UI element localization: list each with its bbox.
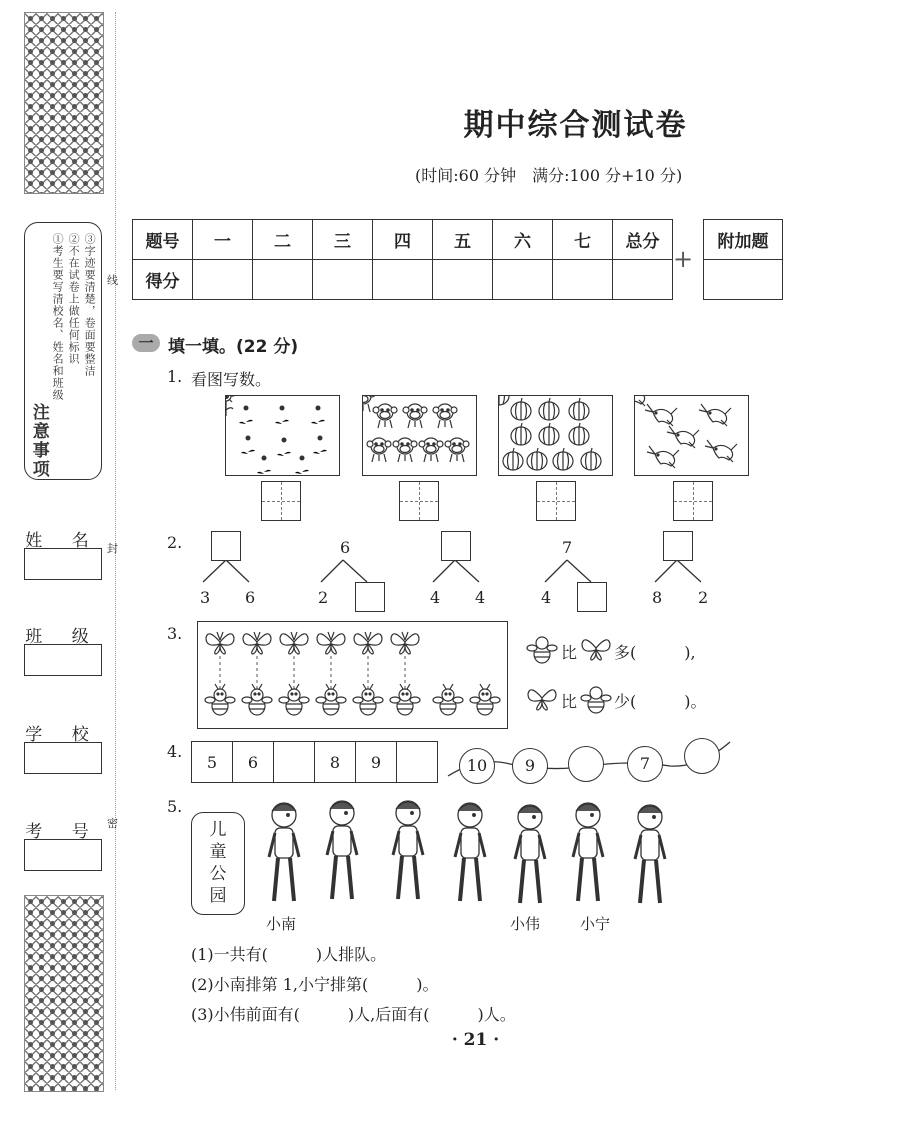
score-header-cell: 五 [433,220,493,260]
pumpkin-icon [499,396,612,475]
monkey-picture [362,395,477,476]
score-cell[interactable] [313,260,373,300]
split-left-4: 4 [541,588,552,607]
score-cell[interactable] [193,260,253,300]
monkey-icon [363,396,476,475]
q3-number: 3. [167,624,183,643]
child-label-xiaonan: 小南 [266,915,297,933]
answer-box-sunflower[interactable] [261,481,301,521]
score-row-label: 得分 [133,260,193,300]
score-header-cell: 四 [373,220,433,260]
split-right-5: 2 [698,588,709,607]
butterfly-bee-illustration [198,622,507,728]
answer-box-pumpkin[interactable] [536,481,576,521]
park-char: 园 [209,886,227,906]
seq-box: 9 [356,742,397,783]
seq-box-blank[interactable] [274,742,315,783]
split-top-4: 7 [562,538,573,557]
butterfly-icon [578,632,614,666]
extra-header: 附加题 [704,220,783,260]
split-right-3: 4 [475,588,486,607]
q5-number: 5. [167,797,183,816]
answer-box-monkey[interactable] [399,481,439,521]
notice-item-2: ②不在试卷上做任何标识 [67,233,81,365]
notice-item-1: ①考生要写清校名、姓名和班级 [51,233,65,401]
q2-number: 2. [167,533,183,552]
shrimp-picture [634,395,749,476]
split-right-1: 6 [245,588,256,607]
park-char: 童 [209,842,227,862]
notice-item-3: ③字迹要清楚，卷面要整洁 [83,233,97,377]
notice-title: 注意事项 [28,403,49,479]
split-left-3: 4 [430,588,441,607]
bead-circle-blank[interactable] [568,746,604,782]
bead-circle-blank[interactable] [684,738,720,774]
park-char: 公 [209,864,227,884]
split-right-box-2[interactable] [355,582,385,612]
number-sequence-boxes [191,741,438,783]
pumpkin-picture [498,395,613,476]
park-char: 儿 [209,820,227,840]
split-top-box-5[interactable] [663,531,693,561]
score-header-cell: 三 [313,220,373,260]
q5-question-1[interactable]: (1)一共有( )人排队。 [191,945,387,964]
binding-mark-secret: 密 [107,817,118,830]
split-top-box-3[interactable] [441,531,471,561]
section-title: 填一填。(22 分) [168,337,299,357]
shrimp-icon [635,396,748,475]
childrens-park-sign [191,812,245,915]
school-field[interactable] [24,742,102,774]
score-header-cell: 六 [493,220,553,260]
bead-circle: 7 [627,746,663,782]
bead-circle: 9 [512,748,548,784]
class-field[interactable] [24,644,102,676]
child-label-xiaowei: 小伟 [510,915,541,933]
seq-box-blank[interactable] [397,742,438,783]
score-cell[interactable] [553,260,613,300]
school-label: 学 校 [25,725,101,745]
compare-answer-2[interactable]: 少( )。 [614,692,707,711]
name-field[interactable] [24,548,102,580]
bee-icon [578,680,614,716]
score-header-cell: 七 [553,220,613,260]
child-label-xiaoning: 小宁 [580,915,611,933]
name-label: 姓 名 [25,531,101,551]
decorative-pattern-bottom [24,895,104,1092]
seq-box: 5 [192,742,233,783]
plus-sign: + [673,245,694,273]
q5-question-2[interactable]: (2)小南排第 1,小宁排第( )。 [191,975,439,994]
exam-number-field[interactable] [24,839,102,871]
extra-score-table [703,219,783,300]
page-title: 期中综合测试卷 [463,108,688,143]
binding-mark-line: 线 [107,274,118,287]
split-left-2: 2 [318,588,329,607]
seq-box: 6 [233,742,274,783]
exam-subtitle: (时间:60 分钟 满分:100 分+10 分) [415,166,683,185]
q1-number: 1. [167,367,183,386]
q5-question-3[interactable]: (3)小伟前面有( )人,后面有( )人。 [191,1005,516,1024]
score-header-cell: 一 [193,220,253,260]
bee-icon [524,632,560,666]
score-header-cell: 二 [253,220,313,260]
split-left-1: 3 [200,588,211,607]
score-header-cell: 题号 [133,220,193,260]
section-badge: 一 [132,334,160,352]
children-queue-illustration [250,795,690,915]
score-cell[interactable] [373,260,433,300]
split-top-2: 6 [340,538,351,557]
class-label: 班 级 [25,627,101,647]
compare-word-2: 比 [561,692,578,711]
page-number: · 21 · [451,1030,500,1050]
score-cell[interactable] [253,260,313,300]
butterfly-bee-picture [197,621,508,729]
score-header-cell: 总分 [613,220,673,260]
exam-number-label: 考 号 [25,822,101,842]
seq-box: 8 [315,742,356,783]
compare-word-1: 比 [561,643,578,662]
answer-box-shrimp[interactable] [673,481,713,521]
butterfly-icon [524,682,560,716]
score-cell[interactable] [433,260,493,300]
score-cell[interactable] [493,260,553,300]
split-left-5: 8 [652,588,663,607]
bead-circle: 10 [459,748,495,784]
q1-text: 看图写数。 [191,370,272,389]
score-cell[interactable] [613,260,673,300]
q4-number: 4. [167,742,183,761]
score-table [132,219,673,300]
compare-answer-1[interactable]: 多( ), [614,643,696,662]
sunflower-picture [225,395,340,476]
extra-score-cell[interactable] [704,260,783,300]
split-right-box-4[interactable] [577,582,607,612]
binding-mark-seal: 封 [107,542,118,555]
sunflower-icon [226,396,339,475]
notice-box [24,222,102,480]
split-top-box-1[interactable] [211,531,241,561]
